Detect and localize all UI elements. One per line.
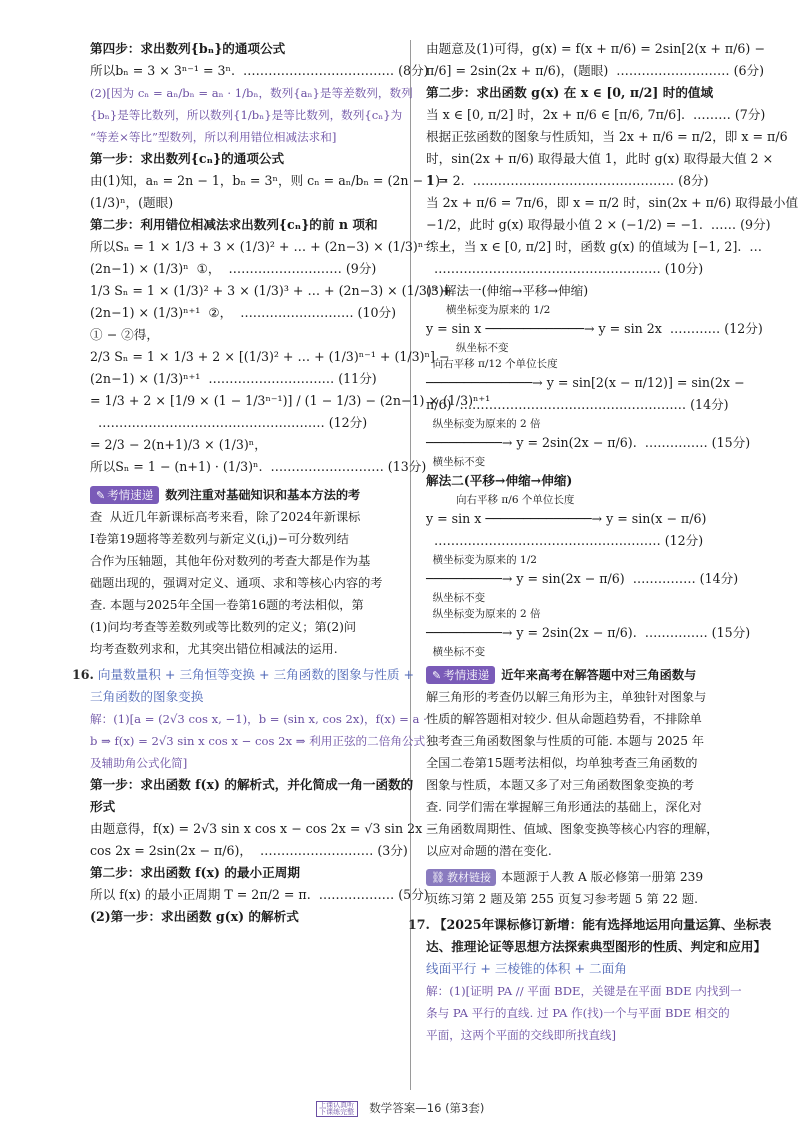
text-line: π/6] = 2sin(2x + π/6)，(题眼) ……………………… (6分) bbox=[426, 63, 765, 78]
text-line: ……………………………………………… (12分) bbox=[90, 415, 368, 430]
text-line: (3)解法一(伸缩→平移→伸缩) bbox=[426, 283, 589, 298]
text-line: 解：(1)[证明 PA // 平面 BDE，关键是在平面 BDE 内找到一 bbox=[426, 984, 742, 998]
page-footer bbox=[0, 1100, 800, 1122]
text-line: 横坐标变为原来的 1/2 bbox=[426, 304, 551, 316]
q16-topic-cont: 三角函数的图象变换 bbox=[90, 689, 204, 704]
tip-line: 图象与性质，本题又多了对三角函数图象变换的考 bbox=[426, 778, 695, 792]
text-line: ……………………………………………… (12分) bbox=[426, 533, 704, 548]
text-line: ① − ②得， bbox=[90, 327, 159, 342]
text-line: 所以bₙ = 3 × 3ⁿ⁻¹ = 3ⁿ. ……………………………… (8分) bbox=[90, 63, 429, 78]
text-line: (2n−1) × (1/3)ⁿ⁺¹ ………………………… (11分) bbox=[90, 371, 377, 386]
right-solution-lines bbox=[426, 38, 799, 660]
text-line: 解法二(平移→伸缩→伸缩) bbox=[426, 473, 573, 488]
text-line: y = sin x ─────────────→ y = sin 2x ………… (12分) bbox=[426, 321, 763, 336]
text-line: 由题意及(1)可得，g(x) = f(x + π/6) = 2sin[2(x + π/6) − bbox=[426, 41, 765, 56]
text-line: 第二步：求出函数 f(x) 的最小正周期 bbox=[90, 865, 300, 880]
tip-line: 以应对命题的潜在变化. bbox=[426, 844, 552, 858]
tip-line: 解三角形的考查仍以解三角形为主，单独针对图象与 bbox=[426, 690, 707, 704]
tip-line: 性质的解答题相对较少. 但从命题趋势看，不排除单 bbox=[426, 712, 702, 726]
text-line: 第一步：求出函数 f(x) 的解析式，并化简成一角一函数的 bbox=[90, 777, 414, 792]
column-divider bbox=[410, 40, 411, 1090]
tip-line: 均考查数列求和，尤其突出错位相减法的运用. bbox=[90, 642, 338, 656]
text-line: 条与 PA 平行的直线. 过 PA 作(找)一个与平面 BDE 相交的 bbox=[426, 1006, 730, 1020]
text-line: 平面，这两个平面的交线即所找直线] bbox=[426, 1028, 617, 1042]
pen-icon: ✎ bbox=[432, 669, 442, 682]
text-line: ……………………………………………… (10分) bbox=[426, 261, 704, 276]
text-line: (2)第一步：求出函数 g(x) 的解析式 bbox=[90, 909, 299, 924]
text-line: 第一步：求出数列{cₙ}的通项公式 bbox=[90, 151, 285, 166]
link-line: 页练习第 2 题及第 255 页复习参考题 5 第 22 题. bbox=[426, 892, 698, 906]
footer-text: 数学答案—16 (第3套) bbox=[369, 1101, 485, 1115]
text-line: ──────────→ y = 2sin(2x − π/6). …………… (15分) bbox=[426, 625, 751, 640]
text-line: = 1/3 + 2 × [1/9 × (1 − 1/3ⁿ⁻¹)] / (1 − 1/3) − (2n−1) × (1/3)ⁿ⁺¹ bbox=[90, 393, 491, 408]
exam-tip-badge: ✎ 考情速递 bbox=[426, 666, 495, 684]
text-line: ──────────→ y = sin(2x − π/6) …………… (14分) bbox=[426, 571, 739, 586]
text-line: 向右平移 π/12 个单位长度 bbox=[426, 358, 558, 370]
text-line: 横坐标不变 bbox=[426, 456, 486, 468]
text-line: 由题意得，f(x) = 2√3 sin x cos x − cos 2x = √3 sin 2x − bbox=[90, 821, 437, 836]
text-line: 2/3 Sₙ = 1 × 1/3 + 2 × [(1/3)² + … + (1/3)ⁿ⁻¹ + (1/3)ⁿ] − bbox=[90, 349, 450, 364]
exam-tip-badge: ✎ 考情速递 bbox=[90, 486, 159, 504]
question-number: 16. bbox=[72, 667, 94, 682]
text-line: b ⇒ f(x) = 2√3 sin x cos x − cos 2x ⇒ 利用正弦的二倍角公式 bbox=[90, 734, 426, 748]
text-line: (2n−1) × (1/3)ⁿ ①， ……………………… (9分) bbox=[90, 261, 377, 276]
tip-line: 础题出现的，强调对定义、通项、求和等核心内容的考 bbox=[90, 576, 383, 590]
right-exam-tip bbox=[426, 664, 726, 862]
text-line: 向右平移 π/6 个单位长度 bbox=[426, 494, 575, 506]
link-line: 本题源于人教 A 版必修第一册第 239 bbox=[500, 870, 704, 884]
right-column bbox=[408, 38, 799, 1046]
text-line: (1/3)ⁿ，(题眼) bbox=[90, 195, 174, 210]
text-line: 第四步：求出数列{bₙ}的通项公式 bbox=[90, 41, 286, 56]
text-line: (2n−1) × (1/3)ⁿ⁺¹ ②， ……………………… (10分) bbox=[90, 305, 397, 320]
tip-line: Ⅰ卷第19题将等差数列与新定义(i,j)−可分数列结 bbox=[90, 532, 349, 546]
publisher-logo: 上课认真听 下课练完整 bbox=[316, 1101, 358, 1117]
text-line: 由(1)知，aₙ = 2n − 1，bₙ = 3ⁿ，则 cₙ = aₙ/bₙ = (2n − 1) · bbox=[90, 173, 448, 188]
text-line: ──────────→ y = 2sin(2x − π/6). …………… (15分) bbox=[426, 435, 751, 450]
text-line: 纵坐标不变 bbox=[426, 592, 486, 604]
text-line: 1 = 2. ………………………………………… (8分) bbox=[426, 173, 709, 188]
question-number: 17. bbox=[408, 917, 430, 932]
q16-topic: 向量数量积 + 三角恒等变换 + 三角函数的图象与性质 + bbox=[97, 667, 415, 682]
tip-line: 查 从近几年新课标高考来看，除了2024年新课标 bbox=[90, 510, 361, 524]
q17-header: 【2025年课标修订新增：能有选择地运用向量运算、坐标表 bbox=[433, 917, 772, 932]
tip-line: 合作为压轴题，其他年份对数列的考查大都是作为基 bbox=[90, 554, 371, 568]
text-line: = 2/3 − 2(n+1)/3 × (1/3)ⁿ， bbox=[90, 437, 267, 452]
text-line: 形式 bbox=[90, 799, 116, 814]
text-line: 纵坐标不变 bbox=[426, 342, 509, 354]
text-line: −1/2，此时 g(x) 取得最小值 2 × (−1/2) = −1. …… (9分) bbox=[426, 217, 771, 232]
text-line: ──────────────→ y = sin[2(x − π/12)] = sin(2x − bbox=[426, 375, 745, 390]
tip-line: 三角函数周期性、值域、图象变换等核心内容的理解， bbox=[426, 822, 719, 836]
tip-line: 查. 同学们需在掌握解三角形通法的基础上，深化对 bbox=[426, 800, 702, 814]
pen-icon: ✎ bbox=[96, 489, 106, 502]
tip-line: 数列注重对基础知识和基本方法的考 bbox=[165, 488, 361, 502]
q17-topic: 线面平行 + 三棱锥的体积 + 二面角 bbox=[426, 961, 627, 976]
text-line: 所以Sₙ = 1 − (n+1) · (1/3)ⁿ. ……………………… (13分) bbox=[90, 459, 427, 474]
tip-line: 独考查三角函数图象与性质的可能. 本题与 2025 年 bbox=[426, 734, 705, 748]
text-line: 解：(1)[a = (2√3 cos x, −1)，b = (sin x, cos 2x)，f(x) = a · bbox=[90, 712, 427, 726]
text-line: 所以Sₙ = 1 × 1/3 + 3 × (1/3)² + … + (2n−3) × (1/3)ⁿ⁻¹ + bbox=[90, 239, 450, 254]
text-line: 纵坐标变为原来的 2 倍 bbox=[426, 418, 541, 430]
text-line: {bₙ}是等比数列，所以数列{1/bₙ}是等比数列，数列{cₙ}为 bbox=[90, 108, 403, 122]
text-line: 横坐标变为原来的 1/2 bbox=[426, 554, 537, 566]
text-line: 根据正弦函数的图象与性质知，当 2x + π/6 = π/2，即 x = π/6 bbox=[426, 129, 788, 144]
text-line: cos 2x = 2sin(2x − π/6)， ……………………… (3分) bbox=[90, 843, 408, 858]
text-line: 当 x ∈ [0, π/2] 时，2x + π/6 ∈ [π/6, 7π/6]. ……… (7分) bbox=[426, 107, 766, 122]
text-line: 第二步：求出函数 g(x) 在 x ∈ [0, π/2] 时的值域 bbox=[426, 85, 714, 100]
tip-line: 全国二卷第15题考法相似，均单独考查三角函数的 bbox=[426, 756, 698, 770]
tip-line: 查. 本题与2025年全国一卷第16题的考法相似，第 bbox=[90, 598, 364, 612]
text-line: 1/3 Sₙ = 1 × (1/3)² + 3 × (1/3)³ + … + (2n−3) × (1/3)ⁿ + bbox=[90, 283, 452, 298]
text-line: 及辅助角公式化简] bbox=[90, 756, 188, 770]
text-line: 时，sin(2x + π/6) 取得最大值 1，此时 g(x) 取得最大值 2 × bbox=[426, 151, 774, 166]
text-line: 所以 f(x) 的最小正周期 T = 2π/2 = π. ……………… (5分) bbox=[90, 887, 429, 902]
book-link-badge: ⛓ 教材链接 bbox=[426, 869, 496, 886]
tip-line: (1)问均考查等差数列或等比数列的定义；第(2)问 bbox=[90, 620, 357, 634]
text-line: (2)[因为 cₙ = aₙ/bₙ = aₙ · 1/bₙ，数列{aₙ}是等差数列，数列 bbox=[90, 86, 413, 100]
question-17 bbox=[408, 914, 772, 1046]
text-line: 第二步：利用错位相减法求出数列{cₙ}的前 n 项和 bbox=[90, 217, 378, 232]
link-icon: ⛓ bbox=[431, 871, 445, 884]
left-exam-tip bbox=[90, 484, 390, 660]
tip-line: 近年来高考在解答题中对三角函数与 bbox=[501, 668, 697, 682]
text-line: 纵坐标变为原来的 2 倍 bbox=[426, 608, 541, 620]
text-line: π/6) ……………………………………………… (14分) bbox=[426, 397, 729, 412]
text-line: y = sin x ──────────────→ y = sin(x − π/6) bbox=[426, 511, 707, 526]
text-line: 综上，当 x ∈ [0, π/2] 时，函数 g(x) 的值域为 [−1, 2]. … bbox=[426, 239, 762, 254]
text-line: 当 2x + π/6 = 7π/6，即 x = π/2 时，sin(2x + π/6) 取得最小值 bbox=[426, 195, 799, 210]
text-line: 横坐标不变 bbox=[426, 646, 486, 658]
textbook-link bbox=[426, 866, 726, 910]
text-line: “等差×等比”型数列，所以利用错位相减法求和] bbox=[90, 130, 337, 144]
q17-header-cont: 达、推理论证等思想方法探索典型图形的性质、判定和应用】 bbox=[426, 939, 767, 954]
